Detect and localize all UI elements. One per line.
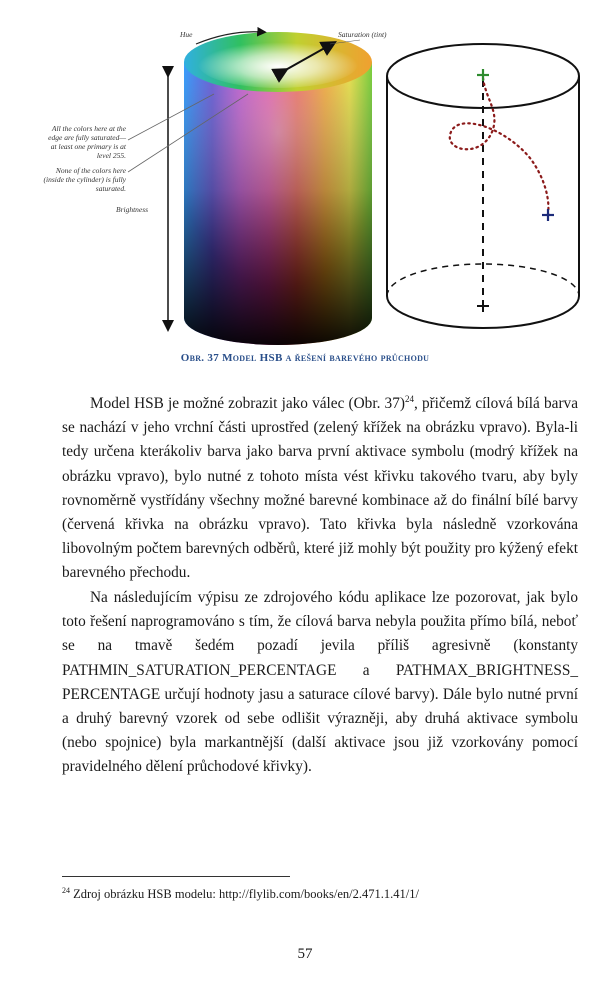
inside-note: [28, 166, 126, 193]
caption-prefix: Obr. 37: [180, 352, 223, 364]
footnote-ref: 24: [404, 393, 414, 404]
inside-note-line: (inside the cylinder) is fully: [43, 175, 126, 184]
figure-caption: [0, 352, 610, 364]
brightness-label: Brightness: [116, 205, 149, 214]
edge-note: [28, 124, 126, 160]
blue-cross: [542, 209, 554, 221]
edge-note-line: level 255.: [96, 151, 126, 160]
transition-curve: [450, 78, 549, 214]
hue-label: Hue: [180, 30, 193, 39]
footnote-number: 24: [62, 886, 70, 895]
green-cross: [477, 69, 489, 81]
footnote-divider: [62, 876, 290, 877]
paragraph-1: [62, 392, 578, 586]
caption-title: Model HSB a řešení barevého průchodu: [222, 352, 430, 364]
paragraph-1-text-b: , přičemž cílová bílá barva se nachází v jeho vrchní části uprostřed (zelený křížek na obrázku vpravo). Byla-li tedy určena kterákoliv barva jako barva první aktivace symbolu (modrý křížek na obrázku vpravo), bylo nutné z tohoto místa vést křivku takového tvaru, aby byly rovnoměrně vystřídány všechny možné barevné kombinace až do finální bílé barvy (červená křivka na obrázku vpravo). Tato křivka byla následně vzorkována libovolným počtem barevných odběrů, které již mohly být použity pro kýžený efekt barevného přechodu.: [62, 395, 578, 582]
inside-note-line: saturated.: [95, 184, 126, 193]
outline-cylinder: [387, 44, 579, 328]
paragraph-1-text-a: Model HSB je možné zobrazit jako válec (Obr. 37): [90, 395, 405, 412]
figure-hsb: [0, 0, 610, 345]
footnote-text: Zdroj obrázku HSB modelu: http://flylib.com/books/en/2.471.1.41/1/: [70, 887, 419, 902]
color-cylinder: [184, 32, 372, 345]
inside-note-line: None of the colors here: [55, 166, 126, 175]
paragraph-2: Na následujícím výpisu ze zdrojového kódu aplikace lze pozorovat, jak bylo toto řešení naprogramováno s tím, že cílová barva nebyla použita přímo bílá, neboť se na tmavě šedém pozadí jevila příliš agresivně (konstanty PATHMIN_SATURATION_PERCENTAGE a PATHMAX_BRIGHTNESS_ PERCENTAGE určují hodnoty jasu a saturace cílové barvy). Dále bylo nutné první a druhý barevný vzorek od sebe odlišit výrazněji, aby druhá aktivace symbolu (nebo spojnice) byla markantnější (další aktivace jsou již vzorkovány pomocí pravidelného dělení průchodové křivky).: [62, 589, 578, 776]
page-number: 57: [297, 946, 313, 962]
footnote: [62, 886, 419, 902]
edge-note-line: All the colors here at the: [51, 124, 126, 133]
black-cross: [477, 300, 489, 312]
saturation-label: Saturation (tint): [338, 30, 387, 39]
edge-note-line: edge are fully saturated—: [48, 133, 126, 142]
edge-note-line: at least one primary is at: [50, 142, 126, 151]
